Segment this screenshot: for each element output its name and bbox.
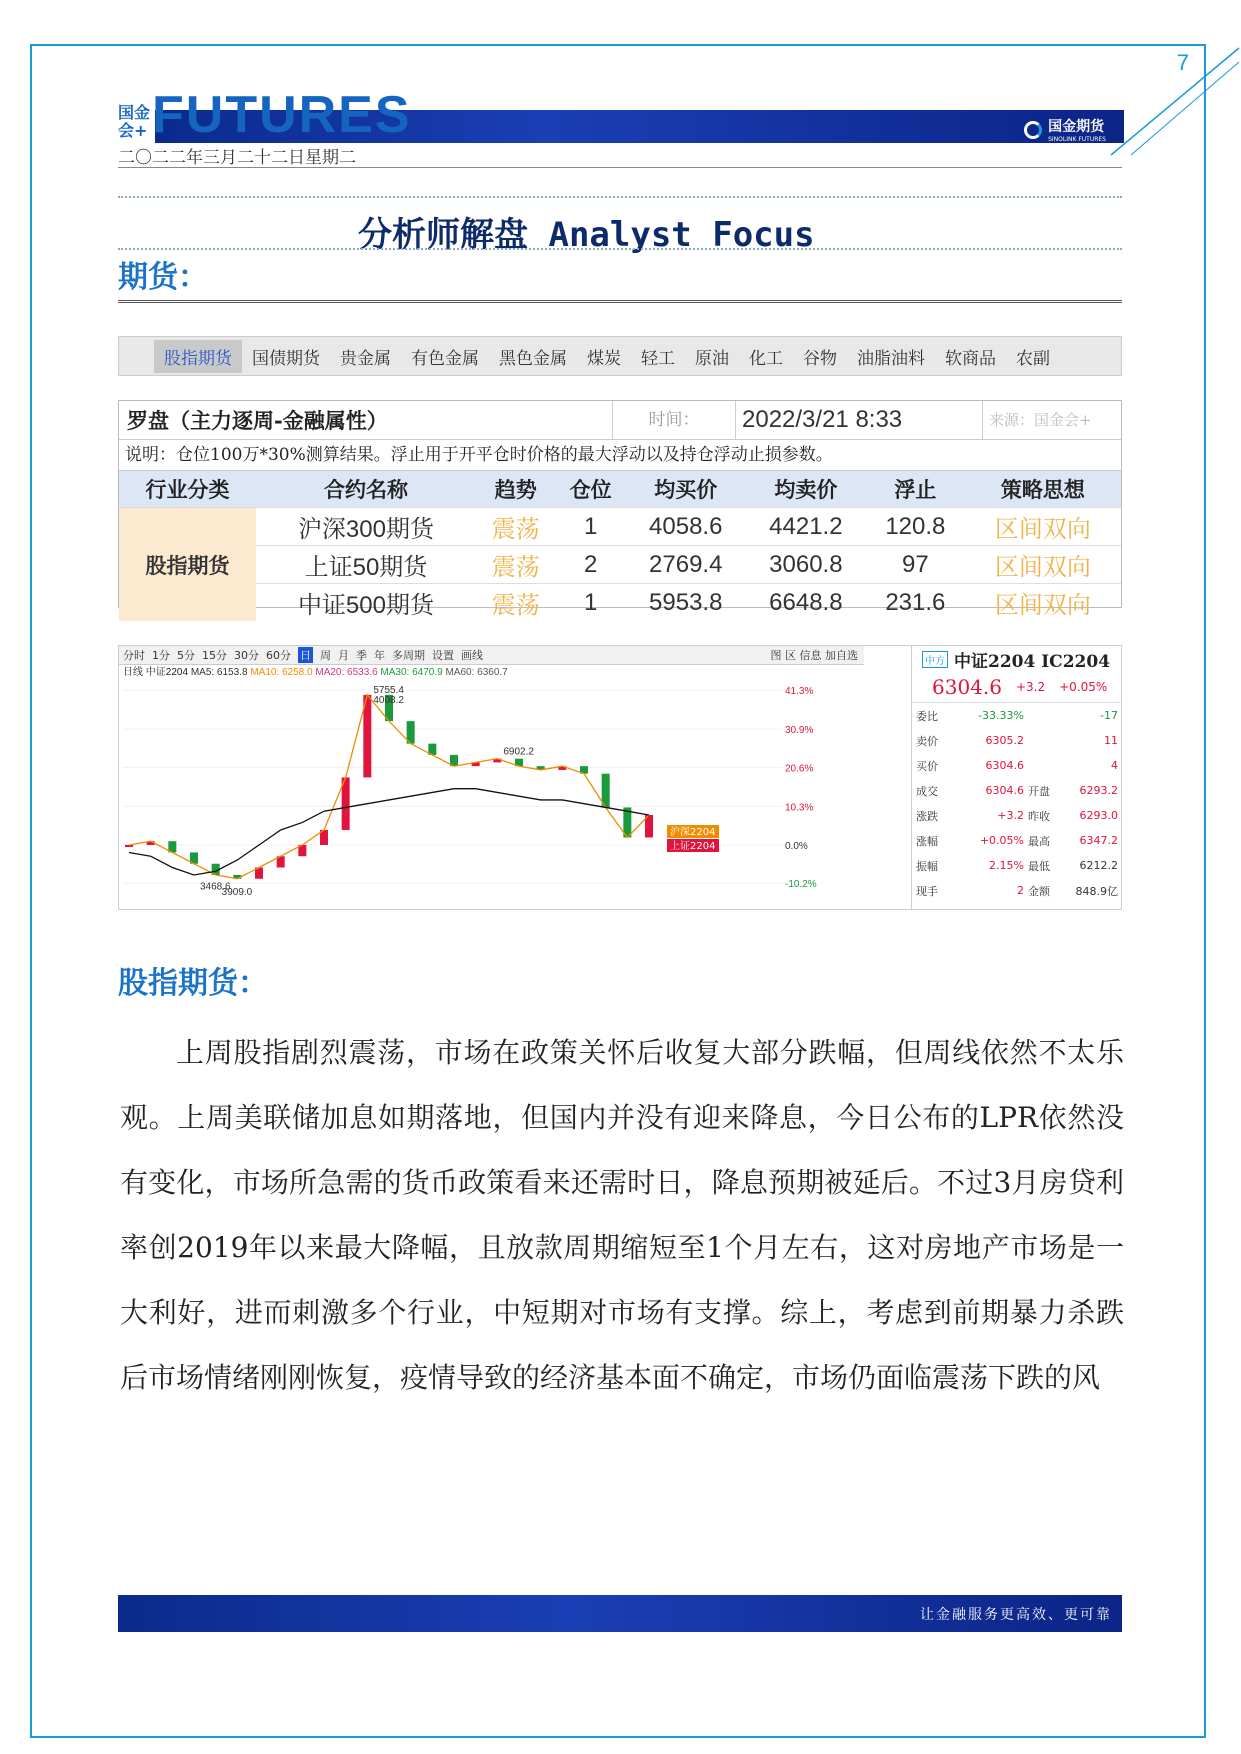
- divider: [118, 167, 1122, 168]
- chart-period-button[interactable]: 多周期: [392, 649, 425, 662]
- quote-key: 买价: [916, 759, 938, 773]
- price-annotation: 5755.4: [373, 684, 404, 696]
- buy-price-cell: 4058.6: [626, 508, 746, 546]
- series-line: [129, 695, 649, 879]
- quote-row: [912, 803, 1122, 828]
- quote-row: [912, 728, 1122, 753]
- tab-item[interactable]: 软商品: [945, 348, 996, 369]
- col-header: 趋势: [476, 471, 556, 508]
- divider: [118, 248, 1122, 250]
- page-number: 7: [1176, 50, 1189, 75]
- quote-tag: 中方: [922, 651, 948, 668]
- logo-en: FUTURES: [152, 86, 412, 144]
- position-cell: 1: [556, 508, 626, 546]
- chart-period-button[interactable]: 30分: [234, 649, 259, 662]
- quote-key: 现手: [916, 884, 938, 898]
- quote-key2: 金额: [1028, 884, 1050, 898]
- quote-key: 涨幅: [916, 834, 938, 848]
- quote-key: 卖价: [916, 734, 938, 748]
- quote-change-pct: +0.05%: [1059, 680, 1108, 694]
- tab-item[interactable]: 股指期货: [154, 340, 242, 373]
- tab-item[interactable]: 农副: [1016, 348, 1050, 369]
- time-value: 2022/3/21 8:33: [735, 401, 982, 439]
- quote-value: +0.05%: [979, 834, 1024, 847]
- quote-key2: 最高: [1028, 834, 1050, 848]
- chart-period-button[interactable]: 画线: [461, 649, 483, 662]
- ma-legend: 日线 中证2204 MA5: 6153.8 MA10: 6258.0 MA20: 6533.6 MA30: 6470.9 MA60: 6360.7: [123, 667, 508, 678]
- svg-text:沪深2204: 沪深2204: [670, 827, 716, 838]
- chart-period-button[interactable]: 年: [374, 649, 385, 662]
- quote-row: [912, 878, 1122, 903]
- col-header: 浮止: [866, 471, 965, 508]
- col-header: 合约名称: [256, 471, 476, 508]
- heading-index-futures: 股指期货：: [118, 966, 268, 1001]
- divider: [118, 300, 1122, 303]
- chart-period-button[interactable]: 季: [356, 649, 367, 662]
- heading-futures: 期货：: [118, 260, 208, 295]
- tab-item[interactable]: 有色金属: [411, 348, 479, 369]
- chart-plot[interactable]: [119, 682, 909, 910]
- tab-item[interactable]: 煤炭: [587, 348, 621, 369]
- strategy-cell: 区间双向: [965, 508, 1121, 546]
- candle-bar: [125, 845, 133, 847]
- tab-item[interactable]: 油脂油料: [857, 348, 925, 369]
- quote-row: [912, 778, 1122, 803]
- tab-item[interactable]: 轻工: [641, 348, 675, 369]
- tab-item[interactable]: 国债期货: [252, 348, 320, 369]
- section-title: 分析师解盘 Analyst Focus: [358, 215, 815, 255]
- table-row: [119, 508, 1121, 546]
- col-header: 仓位: [556, 471, 626, 508]
- axis-tick-label: -10.2%: [785, 879, 817, 891]
- compass-panel: [118, 400, 1122, 619]
- quote-value: 2: [1017, 884, 1024, 897]
- compass-table: [119, 471, 1121, 621]
- quote-key: 委比: [916, 709, 938, 723]
- footer-banner: [118, 1595, 1122, 1632]
- footer-slogan: 让金融服务更高效、更可靠: [920, 1607, 1112, 1623]
- futures-logo: [118, 86, 412, 144]
- quote-name: 中证2204 IC2204: [954, 651, 1111, 672]
- position-cell: 1: [556, 584, 626, 622]
- strategy-cell: 区间双向: [965, 584, 1121, 622]
- chart-period-button[interactable]: 60分: [266, 649, 291, 662]
- buy-price-cell: 5953.8: [626, 584, 746, 622]
- price-annotation: 6902.2: [503, 746, 534, 758]
- contract-name: 上证50期货: [256, 546, 476, 584]
- tab-item[interactable]: 黑色金属: [499, 348, 567, 369]
- col-header: 策略思想: [965, 471, 1121, 508]
- quote-key2: 昨收: [1028, 809, 1050, 823]
- sell-price-cell: 4421.2: [746, 508, 866, 546]
- trend-cell: 震荡: [476, 584, 556, 622]
- position-cell: 2: [556, 546, 626, 584]
- chart-period-button[interactable]: 分时: [123, 649, 145, 662]
- brand-logo: 国金期货 SINOLINK FUTURES: [1024, 116, 1106, 143]
- chart-period-button[interactable]: 5分: [177, 649, 195, 662]
- category-tabs: [118, 336, 1122, 376]
- contract-name: 中证500期货: [256, 584, 476, 622]
- logo-cn: 国金会+: [118, 103, 151, 140]
- chart-period-button[interactable]: 15分: [202, 649, 227, 662]
- table-row: [119, 546, 1121, 584]
- report-date: 二〇二二年三月二十二日星期二: [118, 148, 356, 168]
- quote-panel: [911, 646, 1122, 909]
- compass-note: 说明：仓位100万*30%测算结果。浮止用于开平仓时价格的最大浮动以及持仓浮动止损参数。: [119, 440, 1121, 471]
- series-line: [129, 789, 649, 875]
- stop-cell: 97: [866, 546, 965, 584]
- price-annotation: 3468.6: [200, 881, 231, 893]
- sell-price-cell: 3060.8: [746, 546, 866, 584]
- quote-value: 6304.6: [985, 784, 1024, 797]
- quote-key: 涨跌: [916, 809, 938, 823]
- quote-value: 6304.6: [985, 759, 1024, 772]
- quote-key2: 最低: [1028, 859, 1050, 873]
- axis-tick-label: 30.9%: [785, 725, 814, 737]
- quote-row: [912, 853, 1122, 878]
- tab-item[interactable]: 贵金属: [340, 348, 391, 369]
- contract-name: 沪深300期货: [256, 508, 476, 546]
- chart-period-button[interactable]: 月: [338, 649, 349, 662]
- quote-value2: 6347.2: [1079, 834, 1118, 847]
- quote-row: [912, 753, 1122, 778]
- quote-value: +3.2: [997, 809, 1024, 822]
- chart-period-button[interactable]: 日: [300, 649, 311, 662]
- sell-price-cell: 6648.8: [746, 584, 866, 622]
- axis-tick-label: 10.3%: [785, 802, 814, 814]
- svg-text:上证2204: 上证2204: [670, 841, 716, 852]
- quote-row: [912, 828, 1122, 853]
- quote-value2: 6293.2: [1079, 784, 1118, 797]
- quote-value2: 6212.2: [1079, 859, 1118, 872]
- quote-value2: 848.9亿: [1075, 884, 1118, 898]
- kline-chart: [118, 645, 1122, 910]
- quote-value: 6305.2: [985, 734, 1024, 747]
- axis-tick-label: 20.6%: [785, 763, 814, 775]
- compass-title: 罗盘（主力逐周-金融属性）: [127, 408, 388, 433]
- chart-period-button[interactable]: 设置: [432, 649, 454, 662]
- tab-item[interactable]: 谷物: [803, 348, 837, 369]
- quote-key: 成交: [916, 784, 938, 798]
- trend-cell: 震荡: [476, 508, 556, 546]
- legend-tag: [667, 839, 719, 852]
- chart-toolbar: [119, 646, 864, 665]
- strategy-cell: 区间双向: [965, 546, 1121, 584]
- legend-tag: [667, 825, 719, 838]
- quote-value2: -17: [1100, 709, 1118, 722]
- source-label: 来源：国金会+: [982, 401, 1121, 439]
- price-annotation: 4008.2: [373, 694, 404, 706]
- chart-period-button[interactable]: 1分: [152, 649, 170, 662]
- col-header: 行业分类: [119, 471, 256, 508]
- divider: [118, 196, 1122, 198]
- time-label: 时间：: [612, 401, 735, 439]
- quote-price: 6304.6: [932, 675, 1002, 699]
- quote-key2: 开盘: [1028, 784, 1050, 798]
- axis-tick-label: 41.3%: [785, 686, 814, 697]
- stop-cell: 231.6: [866, 584, 965, 622]
- quote-value2: 11: [1104, 734, 1118, 747]
- tab-item[interactable]: 化工: [749, 348, 783, 369]
- quote-row: [912, 703, 1122, 728]
- trend-cell: 震荡: [476, 546, 556, 584]
- col-header: 均买价: [626, 471, 746, 508]
- quote-value: -33.33%: [978, 709, 1024, 722]
- table-row: [119, 584, 1121, 622]
- quote-change: +3.2: [1015, 680, 1046, 694]
- chart-period-button[interactable]: 周: [320, 649, 331, 662]
- col-header: 均卖价: [746, 471, 866, 508]
- quote-value2: 4: [1111, 759, 1118, 772]
- quote-key: 振幅: [916, 859, 938, 873]
- brand-circle-icon: [1024, 121, 1042, 139]
- stop-cell: 120.8: [866, 508, 965, 546]
- category-cell: 股指期货: [119, 508, 256, 622]
- buy-price-cell: 2769.4: [626, 546, 746, 584]
- quote-value2: 6293.0: [1079, 809, 1118, 822]
- tab-item[interactable]: 原油: [695, 348, 729, 369]
- chart-tools[interactable]: 图 区 信息 加自选: [770, 649, 858, 662]
- price-annotation: 3909.0: [221, 886, 253, 898]
- quote-value: 2.15%: [989, 859, 1024, 872]
- body-paragraph: 上周股指剧烈震荡，市场在政策关怀后收复大部分跌幅，但周线依然不太乐观。上周美联储加息如期落地，但国内并没有迎来降息，今日公布的LPR依然没有变化，市场所急需的货币政策看来还需时日，降息预期被延后。不过3月房贷利率创2019年以来最大降幅，且放款周期缩短至1个月左右，这对房地产市场是一大利好，进而刺激多个行业，中短期对市场有支撑。综上，考虑到前期暴力杀跌后市场情绪刚刚恢复，疫情导致的经济基本面不确定，市场仍面临震荡下跌的风: [120, 1036, 1124, 1394]
- axis-tick-label: 0.0%: [785, 840, 808, 852]
